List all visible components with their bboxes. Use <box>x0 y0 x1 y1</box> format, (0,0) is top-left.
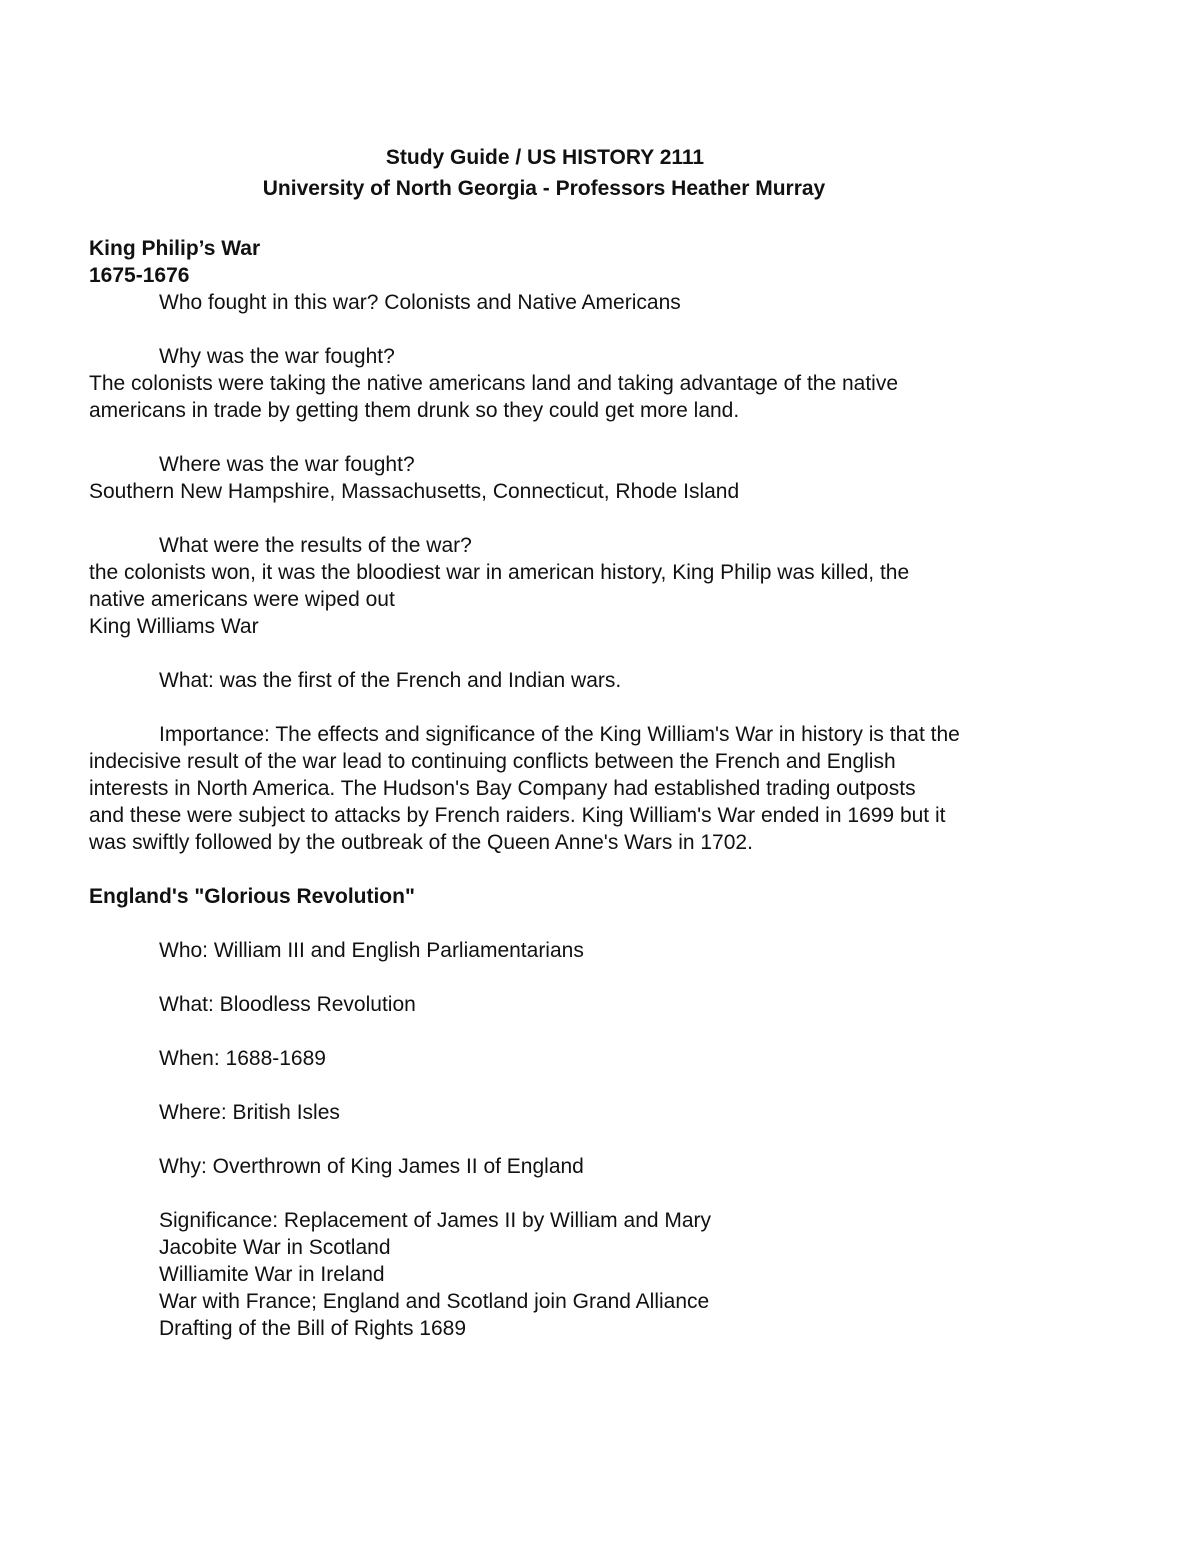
document-subtitle: University of North Georgia - Professors Heather Murray <box>262 177 826 200</box>
williams-importance-line-5: was swiftly followed by the outbreak of the Queen Anne's Wars in 1702. <box>89 831 753 854</box>
williams-what: What: was the first of the French and Indian wars. <box>159 669 622 692</box>
answer-where: Southern New Hampshire, Massachusetts, Connecticut, Rhode Island <box>89 480 740 503</box>
revolution-where: Where: British Isles <box>159 1101 340 1124</box>
revolution-when: When: 1688-1689 <box>159 1047 326 1070</box>
document-body <box>89 235 1089 1342</box>
section-heading-king-philips-war: King Philip’s War <box>89 237 261 260</box>
revolution-significance-item: War with France; England and Scotland join Grand Alliance <box>159 1290 710 1313</box>
revolution-significance-item: Drafting of the Bill of Rights 1689 <box>159 1317 467 1340</box>
williams-importance-line-1: Importance: The effects and significance of the King William's War in history is that the <box>159 723 960 746</box>
question-who: Who fought in this war? Colonists and Native Americans <box>159 291 681 314</box>
document-title: Study Guide / US HISTORY 2111 <box>385 146 705 169</box>
revolution-significance: Significance: Replacement of James II by William and Mary <box>159 1209 712 1232</box>
revolution-what: What: Bloodless Revolution <box>159 993 416 1016</box>
question-why: Why was the war fought? <box>159 345 395 368</box>
revolution-significance-item: Jacobite War in Scotland <box>159 1236 391 1259</box>
section-heading-king-williams-war: King Williams War <box>89 615 259 638</box>
answer-why-line-2: americans in trade by getting them drunk so they could get more land. <box>89 399 740 422</box>
revolution-why: Why: Overthrown of King James II of England <box>159 1155 584 1178</box>
answer-why-line-1: The colonists were taking the native americans land and taking advantage of the native <box>89 372 899 395</box>
williams-importance-line-2: indecisive result of the war lead to continuing conflicts between the French and English <box>89 750 896 773</box>
question-results: What were the results of the war? <box>159 534 472 557</box>
document-header <box>0 142 1200 204</box>
revolution-significance-item: Williamite War in Ireland <box>159 1263 385 1286</box>
williams-importance-line-4: and these were subject to attacks by French raiders. King William's War ended in 1699 but it <box>89 804 946 827</box>
section-heading-glorious-revolution: England's "Glorious Revolution" <box>89 885 415 908</box>
question-where: Where was the war fought? <box>159 453 415 476</box>
answer-results-line-2: native americans were wiped out <box>89 588 395 611</box>
answer-results-line-1: the colonists won, it was the bloodiest war in american history, King Philip was killed, the <box>89 561 910 584</box>
section-dates: 1675-1676 <box>89 264 190 287</box>
williams-importance-line-3: interests in North America. The Hudson's Bay Company had established trading outposts <box>89 777 916 800</box>
revolution-who: Who: William III and English Parliamentarians <box>159 939 584 962</box>
